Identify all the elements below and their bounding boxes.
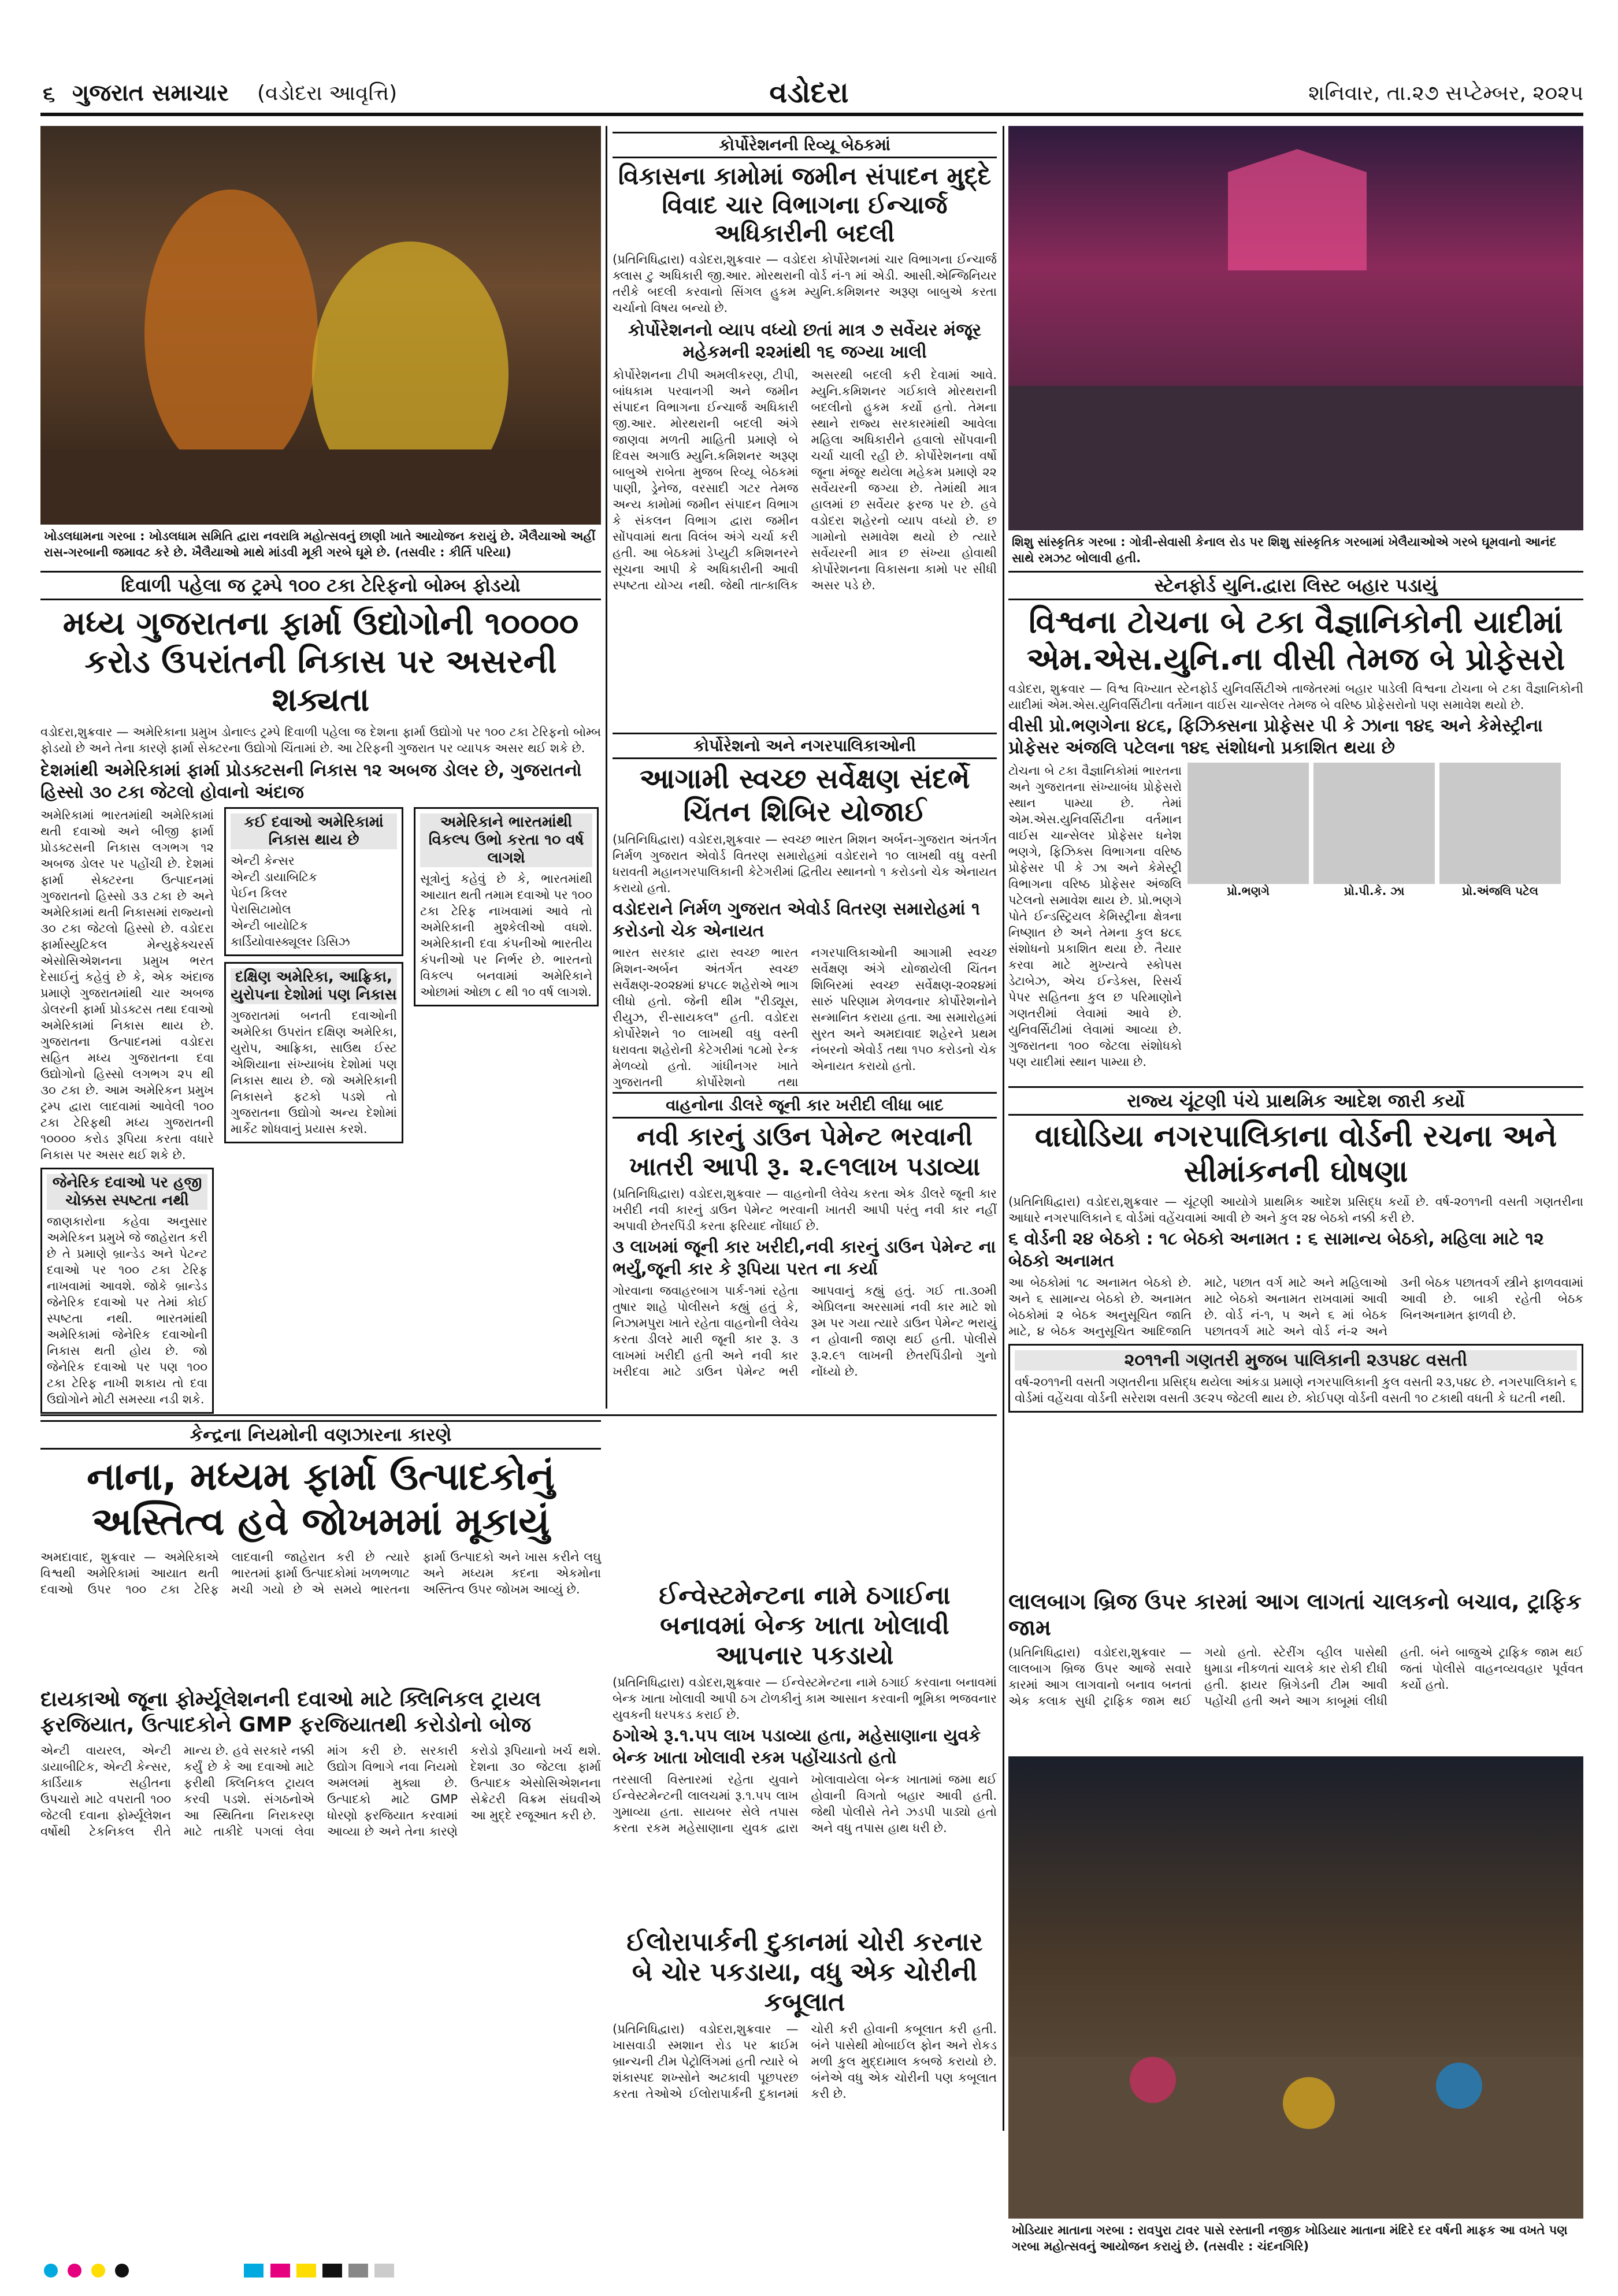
color-bar — [374, 2264, 394, 2278]
alternative-body: સૂત્રોનું કહેવું છે કે, ભારતમાંથી આયાત થતી તમામ દવાઓ પર ૧૦૦ ટકા ટેરિફ નાખવામાં આવે તો અમેરિકાની મુશ્કેલીઓ વધશે. અમેરિકાની દવા કંપનીઓ ભારતીય કંપનીઓ પર નિર્ભર છે. ભારતનો વિકલ્પ બનવામાં અમેરિકાને ઓછામાં ઓછા ૮ થી ૧૦ વર્ષ લાગશે. — [420, 872, 592, 1000]
color-bar — [270, 2264, 290, 2278]
story-bank-accounts — [613, 1577, 997, 1901]
story-body: ગોરવાના જવાહરબાગ પાર્ક-૧માં રહેતા તુષાર શાહે પોલીસને કહ્યું હતું કે, નિઝામપુરા ખાતે રહેતા વાહનોની લેવેચ કરતા ડીલરે મારી જૂની કાર રૂ. ૩ લાખમાં ખરીદી હતી અને નવી કાર ખરીદવા માટે ડાઉન પેમેન્ટ ભરી આપવાનું કહ્યું હતું. ગઈ તા.૩૦મી એપ્રિલના અરસામાં નવી કાર માટે શો રૂમ પર ગયા ત્યારે ડાઉન પેમેન્ટ ભરાયું ન હોવાની જાણ થઈ હતી. પોલીસે રૂ.૨.૯૧ લાખની છેતરપિંડીનો ગુનો નોંધ્યો છે. — [613, 1283, 997, 1379]
story-kicker: સ્ટેનફોર્ડ યુનિ.દ્વારા લિસ્ટ બહાર પડાયું — [1008, 571, 1583, 600]
print-registration-footer — [40, 2264, 1583, 2287]
edition-label: (વડોદરા આવૃત્તિ) — [257, 81, 398, 105]
paper-name: ગુજરાત સમાચાર — [72, 80, 229, 106]
story-headline: ઈલોરાપાર્કની દુકાનમાં ચોરી કરનાર બે ચોર પકડાયા, વધુ એક ચોરીની કબૂલાત — [626, 1927, 983, 2017]
photo-credit: (તસવીર : કીર્તિ પરિયા) — [395, 545, 511, 559]
photo-credit: (તસવીર : ચંદનગિરિ) — [1203, 2239, 1309, 2253]
story-stanford-list — [1008, 571, 1583, 1079]
column-rule — [1003, 126, 1004, 2131]
registration-dot-magenta — [68, 2264, 81, 2278]
generic-box-title: જેનેરિક દવાઓ પર હજી ચોક્કસ સ્પષ્ટતા નથી — [47, 1174, 207, 1210]
city-title: વડોદરા — [769, 76, 849, 109]
prof-name: પ્રો.ભણગે — [1227, 884, 1270, 898]
masthead-rule — [40, 113, 1583, 116]
story-waghodia — [1008, 1086, 1583, 1583]
garba-photo-khodaldham — [40, 126, 601, 525]
export-list-item: પેરાસિટામોલ — [231, 902, 291, 917]
story-intro: (પ્રતિનિધિદ્વારા) વડોદરા,શુક્રવાર — વાહનોની લેવેચ કરતા એક ડીલરે જૂની કાર ખરીદી નવી કારનું ડાઉન પેમેન્ટ ભરવાની ખાતરી આપી પરંતુ નવી કાર નહીં અપાવી છેતરપિંડી કરતા ફરિયાદ નોંધાઈ છે. — [613, 1186, 997, 1233]
export-list-box — [224, 807, 403, 956]
story-subhead: ૩ લાખમાં જૂની કાર ખરીદી,નવી કારનું ડાઉન પેમેન્ટ ના ભર્યું,જૂની કાર કે રૂપિયા પરત ના કર્યા — [613, 1236, 996, 1279]
story-headline: નવી કારનું ડાઉન પેમેન્ટ ભરવાની ખાતરી આપી રૂ. ૨.૯૧લાખ પડાવ્યા — [629, 1122, 981, 1182]
photo-caption-bottom — [1008, 2220, 1583, 2256]
story-body: (પ્રતિનિધિદ્વારા) વડોદરા,શુક્રવાર — લાલબાગ બ્રિજ ઉપર આજે સવારે કારમાં આગ લાગવાનો બનાવ બનતાં એક કલાક સુધી ટ્રાફિક જામ થઈ ગયો હતો. સ્ટેરીંગ વ્હીલ પાસેથી ધુમાડા નીકળતાં ચાલકે કાર રોકી દીધી હતી. ફાયર બ્રિગેડની ટીમ આવી પહોંચી હતી અને આગ કાબૂમાં લીધી હતી. બંને બાજુએ ટ્રાફિક જામ થઈ જતાં પોલીસે વાહનવ્યવહાર પૂર્વવત કર્યો હતો. — [1008, 1645, 1583, 1708]
story-kicker: રાજ્ય ચૂંટણી પંચે પ્રાથમિક આદેશ જારી કર્યો — [1008, 1086, 1583, 1116]
story-ellora-theft — [613, 1924, 997, 2253]
story-subhead: દેશમાંથી અમેરિકામાં ફાર્મા પ્રોડક્ટસની નિકાસ ૧૨ અબજ ડોલર છે, ગુજરાતનો હિસ્સો ૩૦ ટકા જેટલો હોવાનો અંદાજ — [40, 760, 582, 803]
story-body: કોર્પોરેશનના ટીપી અમલીકરણ, ટીપી, બાંધકામ પરવાનગી અને જમીન સંપાદન વિભાગના ઈન્ચાર્જ અધિકારી જી.આર. મોરથરાની બદલી અંગે જાણવા મળતી માહિતી પ્રમાણે બે દિવસ અગાઉ મ્યુનિ.કમિશનર અરૂણ બાબુએ રાબેતા મુજબ રિવ્યૂ બેઠકમાં પાણી, ડ્રેનેજ, વરસાદી ગટર તેમજ અન્ય કામોમાં જમીન સંપાદન વિભાગ કે સંકલન વિભાગ દ્વારા જમીન સોંપવામાં થતા વિલંબ અંગે ચર્ચા કરી હતી. આ બેઠકમાં ડેપ્યુટી કમિશનરને સૂચના આપી કે અધિકારીની આવી સ્પષ્ટતા યોગ્ય નથી. જેથી તાત્કાલિક અસરથી બદલી કરી દેવામાં આવે. મ્યુનિ.કમિશનર ગઈકાલે મોરથરાની બદલીનો હુકમ કર્યો હતો. તેમના સ્થાને રાજ્ય સરકારમાંથી આવેલા મહિલા અધિકારીને હવાલો સોંપવાની ચર્ચા ચાલી રહી છે. કોર્પોરેશનના વર્ષો જૂના મંજૂર થયેલા મહેકમ પ્રમાણે ૨૨ સર્વેયરની જગ્યા છે. તેમાંથી માત્ર હાલમાં છ સર્વેયર ફરજ પર છે. હવે વડોદરા શહેરનો વ્યાપ વધ્યો છે. છ ગામોનો સમાવેશ થયો છે ત્યારે સર્વેયરની માત્ર છ સંખ્યા હોવાથી કોર્પોરેશનના વિકાસના કામો પર સીધી અસર પડે છે. — [613, 367, 997, 592]
alternative-box — [414, 807, 599, 1006]
story-swachh-sarvekshan — [613, 733, 997, 1090]
south-america-title: દક્ષિણ અમેરિકા, આફ્રિકા, યુરોપના દેશોમાં પણ નિકાસ — [231, 968, 397, 1004]
registration-dot-black — [115, 2264, 129, 2278]
photo-caption-left — [40, 526, 601, 562]
story-car-fraud — [613, 1092, 997, 1416]
story-headline: વિકાસના કામોમાં જમીન સંપાદન મુદ્દે વિવાદ ચાર વિભાગના ઈન્ચાર્જ અધિકારીની બદલી — [618, 162, 992, 248]
color-bar — [296, 2264, 316, 2278]
story-subhead: દાયકાઓ જૂના ફોર્મ્યૂલેશનની દવાઓ માટે ક્લિનિકલ ટ્રાયલ ફરજિયાત, ઉત્પાદકોને GMP ફરજિયાતથી કરોડોનો બોજ — [40, 1688, 541, 1737]
story-headline: લાલબાગ બ્રિજ ઉપર કારમાં આગ લાગતાં ચાલકનો બચાવ, ટ્રાફિક જામ — [1008, 1589, 1582, 1640]
story-headline: નાના, મધ્યમ ફાર્મા ઉત્પાદકોનું અસ્તિત્વ હવે જોખમમાં મૂકાયું — [87, 1454, 555, 1544]
story-body: ટોચના બે ટકા વૈજ્ઞાનિકોમાં ભારતના અને ગુજરાતના સંખ્યાબંધ પ્રોફેસરો સ્થાન પામ્યા છે. તેમાં એમ.એસ.યુનિવર્સિટીના વર્તમાન વાઈસ ચાન્સેલર પ્રોફેસર ધનેશ ભણગે, ફિઝિક્સ વિભાગના વરિષ્ઠ પ્રોફેસર પી કે ઝા અને કેમેસ્ટ્રી વિભાગના વરિષ્ઠ પ્રોફેસર અંજલિ પટેલનો સમાવેશ થાય છે. પ્રો.ભણગે પોતે ઈન્ડસ્ટ્રિયલ કેમિસ્ટ્રીના ક્ષેત્રના નિષ્ણાત છે અને તેમના કુલ ૪૮૬ સંશોધનો પ્રકાશિત થયા છે. તૈયાર કરવા માટે મુખ્યત્વે સ્કોપસ ડેટાબેઝ, એચ ઈન્ડેક્સ, રિસર્ચ પેપર સહિતના કુલ છ પરિમાણોને ગણતરીમાં લેવામાં આવે છે. યુનિવર્સિટીમાં લેવામાં આવ્યા છે. ગુજરાતના ૧૦૦ જેટલા સંશોધકો પણ યાદીમાં સ્થાન પામ્યા છે. — [1008, 764, 1182, 1069]
story-kicker: દિવાળી પહેલા જ ટ્રમ્પે ૧૦૦ ટકા ટેરિફનો બોમ્બ ફોડયો — [40, 571, 601, 600]
story-kicker: કોર્પોરેશનો અને નગરપાલિકાઓની — [613, 733, 997, 759]
story-intro: (પ્રતિનિધિદ્વારા) વડોદરા,શુક્રવાર — ઈન્વેસ્ટમેન્ટના નામે ઠગાઈ કરવાના બનાવમાં બેન્ક ખાતા ખોલાવી આપી ઠગ ટોળકીનું કામ આસાન કરવાની ભૂમિકા ભજવનાર યુવકની ધરપકડ કરાઈ છે. — [613, 1675, 997, 1722]
story-body: તરસાલી વિસ્તારમાં રહેતા યુવાને ઈન્વેસ્ટમેન્ટની લાલચમાં રૂ.૧.૫૫ લાખ ગુમાવ્યા હતા. સાયબર સેલે તપાસ કરતા રકમ મહેસાણાના યુવક દ્વારા ખોલાવાયેલા બેન્ક ખાતામાં જમા થઈ હોવાની વિગતો બહાર આવી હતી. જેથી પોલીસે તેને ઝડપી પાડ્યો હતો અને વધુ તપાસ હાથ ધરી છે. — [613, 1772, 997, 1835]
story-intro: (પ્રતિનિધિદ્વારા) વડોદરા,શુક્રવાર — ચૂંટણી આયોગે પ્રાથમિક આદેશ પ્રસિદ્ધ કર્યો છે. વર્ષ-૨૦૧૧ની વસતી ગણતરીના આધારે નગરપાલિકાને ૬ વોર્ડમાં વહેંચવામાં આવી છે અને કુલ ૨૪ બેઠકો નક્કી કરી છે. — [1008, 1194, 1583, 1225]
story-headline: વાઘોડિયા નગરપાલિકાના વોર્ડની રચના અને સીમાંકનની ઘોષણા — [1034, 1119, 1557, 1190]
story-lalbaug-fire — [1008, 1589, 1583, 1751]
page-number: ૬ — [43, 81, 55, 106]
story-kicker: વાહનોના ડીલરે જૂની કાર ખરીદી લીધા બાદ — [613, 1092, 997, 1119]
story-headline: ઈન્વેસ્ટમેન્ટના નામે ઠગાઈના બનાવમાં બેન્ક ખાતા ખોલાવી આપનાર પકડાયો — [659, 1581, 951, 1670]
story-body: (પ્રતિનિધિદ્વારા) વડોદરા,શુક્રવાર — ખાસવાડી સ્મશાન રોડ પર ક્રાઈમ બ્રાન્ચની ટીમ પેટ્રોલિંગમાં હતી ત્યારે બે શંકાસ્પદ શખ્સોને અટકાવી પૂછપરછ કરતા તેઓએ ઈલોરાપાર્કની દુકાનમાં ચોરી કરી હોવાની કબૂલાત કરી હતી. બંને પાસેથી મોબાઈલ ફોન અને રોકડ મળી કુલ મુદ્દામાલ કબજે કરાયો છે. બંનેએ વધુ એક ચોરીની પણ કબૂલાત કરી છે. — [613, 2022, 997, 2101]
story-intro: (પ્રતિનિધિદ્વારા) વડોદરા,શુક્રવાર — વડોદરા કોર્પોરેશનમાં ચાર વિભાગના ઈન્ચાર્જ ક્લાસ ટુ અધિકારી જી.આર. મોરથરાની વોર્ડ નં-૧ માં એડી. આસી.એન્જિનિયર તરીકે બદલી કરવાનો સિંગલ હુકમ મ્યુનિ.કમિશનર અરૂણ બાબુએ કરતા ચર્ચાનો વિષય બન્યો છે. — [613, 252, 997, 315]
story-subhead: ઠગોએ રૂ.૧.૫૫ લાખ પડાવ્યા હતા, મહેસાણાના યુવકે બેન્ક ખાતા ખોલાવી રકમ પહોંચાડતો હતો — [613, 1725, 981, 1768]
garba-illustration — [1008, 1756, 1583, 2219]
story-intro: વડોદરા, શુક્રવાર — વિશ્વ વિખ્યાત સ્ટેનફોર્ડ યુનિવર્સિટીએ તાજેતરમાં બહાર પાડેલી વિશ્વના ટોચના બે ટકા વૈજ્ઞાનિકોની યાદીમાં એમ.એસ.યુનિવર્સિટીના વર્તમાન વાઈસ ચાન્સેલર તેમજ બે વરિષ્ઠ પ્રોફેસરોનો પણ સમાવેશ થયો છે. — [1008, 682, 1583, 712]
south-america-body: ગુજરાતમાં બનતી દવાઓની અમેરિકા ઉપરાંત દક્ષિણ અમેરિકા, યુરોપ, આફ્રિકા, સાઉથ ઈસ્ટ એશિયાના સંખ્યાબંધ દેશોમાં પણ નિકાસ થાય છે. જો અમેરિકાની નિકાસને ફટકો પડશે તો ગુજરાતના ઉદ્યોગો અન્ય દેશોમાં માર્કેટ શોધવાનું પ્રયાસ કરશે. — [231, 1009, 397, 1136]
story-corp-review — [613, 132, 997, 727]
story-headline: મધ્ય ગુજરાતના ફાર્મા ઉદ્યોગોની ૧૦૦૦૦ કરોડ ઉપરાંતની નિકાસ પર અસરની શક્યતા — [62, 605, 579, 719]
export-list-item: એન્ટી બાયોટિક — [231, 919, 308, 933]
registration-dot-yellow — [91, 2264, 105, 2278]
color-bar — [322, 2264, 342, 2278]
story-subhead: કોર્પોરેશનનો વ્યાપ વધ્યો છતાં માત્ર ૭ સર્વેયર મંજૂર મહેકમની ૨૨માંથી ૧૬ જગ્યા ખાલી — [628, 319, 982, 362]
census-box — [1008, 1344, 1583, 1413]
south-america-box — [224, 962, 403, 1143]
story-body: અમેરિકામાં ભારતમાંથી અમેરિકામાં થતી દવાઓ અને બીજી ફાર્મા પ્રોડક્ટસની નિકાસ લગભગ ૧૨ અબજ ડોલર પર પહોંચી છે. દેશમાં ફાર્મા સેક્ટરના ઉત્પાદનમાં ગુજરાતનો હિસ્સો ૩૩ ટકા છે અને અમેરિકામાં થતી નિકાસમાં રાજ્યનો ૩૦ ટકા જેટલો હિસ્સો છે. વડોદરા ફાર્માસ્યુટિકલ મેન્યુફેક્ચરર્સ એસોસિએશનના પ્રમુખ ભરત દેસાઈનું કહેવું છે કે, એક અંદાજ પ્રમાણે ગુજરાતમાંથી ચાર અબજ ડોલરની ફાર્મા પ્રોડક્ટસ તથા દવાઓ અમેરિકામાં નિકાસ થાય છે. ગુજરાતના ઉત્પાદનમાં વડોદરા સહિત મધ્ય ગુજરાતના દવા ઉદ્યોગોનો હિસ્સો લગભગ ૨૫ થી ૩૦ ટકા છે. આમ અમેરિકન પ્રમુખ ટ્રમ્પ દ્વારા લાદવામાં આવેલી ૧૦૦ ટકા ટેરિફથી મધ્ય ગુજરાતની ૧૦૦૦૦ કરોડ રૂપિયા કરતા વધારે નિકાસ પર અસર થઈ શકે છે. — [40, 808, 214, 1162]
story-intro: (પ્રતિનિધિદ્વારા) વડોદરા,શુક્રવાર — સ્વચ્છ ભારત મિશન અર્બન-ગુજરાત અંતર્ગત નિર્મળ ગુજરાત એવોર્ડ વિતરણ સમારોહમાં વડોદરાને ૧૦ લાખથી વધુ વસ્તી ધરાવતી મહાનગરપાલિકાની કેટેગરીમાં દ્વિતીય સ્થાનનો ૧ કરોડનો ચેક એનાયત કરાયો હતો. — [613, 833, 997, 896]
garba-photo-shishu — [1008, 126, 1583, 530]
story-kicker: કેન્દ્રના નિયમોની વણઝારના કારણે — [40, 1420, 601, 1450]
column-rule — [606, 126, 607, 1409]
color-bar — [348, 2264, 368, 2278]
prof-photo — [1313, 763, 1435, 884]
story-subhead: વીસી પ્રો.ભણગેના ૪૮૬, ફિઝિક્સના પ્રોફેસર પી કે ઝાના ૧૪૬ અને કેમેસ્ટ્રીના પ્રોફેસર અંજલિ પટેલના ૧૪૬ સંશોધનો પ્રકાશિત થયા છે — [1008, 716, 1543, 759]
caption-text: ખોડલધામના ગરબા : ખોડલધામ સમિતિ દ્વારા નવરાત્રિ મહોત્સવનું છાણી ખાતે આયોજન કરાયું છે. ખૈલૈયાઓ અહીં રાસ-ગરબાની જમાવટ કરે છે. ખૈલૈયાઓ માથે માંડવી મૂકી ગરબે ઘૂમે છે. — [44, 529, 596, 559]
story-body: ભારત સરકાર દ્વારા સ્વચ્છ ભારત મિશન-અર્બન અંતર્ગત સ્વચ્છ સર્વેક્ષણ-૨૦૨૪માં ૪૫૮૯ શહેરોએ ભાગ લીધો હતો. જેની થીમ "રીડ્યૂસ, રીયુઝ, રી-સાયકલ" હતી. વડોદરા કોર્પોરેશને ૧૦ લાખથી વધુ વસ્તી ધરાવતા શહેરોની કેટેગરીમાં ૧૮મો રેન્ક મેળવ્યો હતો. ગાંધીનગર ખાતે ગુજરાતની કોર્પોરેશનો તથા નગરપાલિકાઓની આગામી સ્વચ્છ સર્વેક્ષણ અંગે યોજાયેલી ચિંતન શિબિરમાં સ્વચ્છ સર્વેક્ષણ-૨૦૨૪માં સારું પરિણામ મેળવનાર કોર્પોરેશનોને સન્માનિત કરાયા હતા. આ સમારોહમાં સુરત અને અમદાવાદ શહેરને પ્રથમ નંબરનો એવોર્ડ તથા ૧૫૦ કરોડનો ચેક એનાયત કરાયો હતો. — [613, 946, 997, 1090]
export-list-item: એન્ટી કેન્સર — [231, 854, 295, 868]
issue-date: શનિવાર, તા.૨૭ સપ્ટેમ્બર, ૨૦૨૫ — [1308, 81, 1583, 105]
prof-card — [1313, 763, 1435, 1070]
census-body: વર્ષ-૨૦૧૧ની વસતી ગણતરીના પ્રસિદ્ધ થયેલા આંકડા પ્રમાણે નગરપાલિકાની કુલ વસતી ૨૩,૫૪૮ છે. નગરપાલિકાને ૬ વોર્ડમાં વહેંચવા વોર્ડની સરેરાશ વસતી ૩૯૨૫ જેટલી થાય છે. કોઈપણ વોર્ડની વસતી ૧૦ ટકાથી વધતી કે ઘટતી નથી. — [1015, 1374, 1577, 1405]
prof-photo — [1187, 763, 1309, 884]
story-small-pharma-cont — [40, 1687, 601, 2253]
masthead — [0, 0, 1618, 109]
caption-text: ખોડિયાર માતાના ગરબા : રાવપુરા ટાવર પાસે રસ્તાની નજીક ખોડિયાર માતાના મંદિરે દર વર્ષની માફક આ વખતે પણ ગરબા મહોત્સવનું આયોજન કરાયું છે. — [1012, 2223, 1568, 2253]
garba-illustration — [40, 126, 601, 525]
story-pharma-tariff — [40, 571, 601, 1409]
prof-name: પ્રો.અંજલિ પટેલ — [1462, 884, 1538, 898]
registration-dot-cyan — [44, 2264, 58, 2278]
story-body: અમદાવાદ, શુક્રવાર — અમેરિકાએ વિશ્વથી અમેરિકામાં આયાત થતી દવાઓ ઉપર ૧૦૦ ટકા ટેરિફ લાદવાની જાહેરાત કરી છે ત્યારે ભારતમાં ફાર્મા ઉત્પાદકોમાં ખળભળાટ મચી ગયો છે એ સમયે ભારતના ફાર્મા ઉત્પાદકો અને ખાસ કરીને લઘુ અને મધ્યમ કદના એકમોના અસ્તિત્વ ઉપર જોખમ આવ્યું છે. — [40, 1550, 601, 1596]
census-title: ૨૦૧૧ની ગણતરી મુજબ પાલિકાની ૨૩૫૪૮ વસતી — [1015, 1350, 1577, 1370]
prof-card — [1187, 763, 1309, 1070]
story-headline: વિશ્વના ટોચના બે ટકા વૈજ્ઞાનિકોની યાદીમાં એમ.એસ.યુનિ.ના વીસી તેમજ બે પ્રોફેસરો — [1026, 604, 1565, 677]
export-list-title: કઈ દવાઓ અમેરિકામાં નિકાસ થાય છે — [231, 813, 397, 849]
export-list-item: કાર્ડિયોવાસ્ક્યૂલર ડિસિઝ — [231, 935, 350, 949]
story-headline: આગામી સ્વચ્છ સર્વેક્ષણ સંદર્ભે ચિંતન શિબિર યોજાઈ — [639, 763, 970, 828]
export-list-item: પેઈન કિલર — [231, 886, 288, 901]
story-kicker: કોર્પોરેશનની રિવ્યૂ બેઠકમાં — [613, 132, 997, 158]
garba-photo-khodiyar — [1008, 1756, 1583, 2219]
color-bar — [244, 2264, 264, 2278]
prof-card — [1439, 763, 1561, 1070]
export-list-item: એન્ટી ડાયાબિટિક — [231, 870, 317, 885]
prof-name: પ્રો.પી.કે. ઝા — [1344, 884, 1405, 898]
generic-box — [40, 1168, 214, 1414]
story-body: આ બેઠકોમાં ૧૮ અનામત બેઠકો છે. અને ૬ સામાન્ય બેઠકો છે. અનામત બેઠકોમાં ૨ બેઠક અનુસૂચિત જાતિ માટે, ૪ બેઠક અનુસૂચિત આદિજાતિ માટે, પછાત વર્ગ માટે અને મહિલાઓ માટે બેઠકો અનામત રાખવામાં આવી છે. વોર્ડ નં-૧, ૫ અને ૬ માં બેઠક પછાતવર્ગ માટે અને વોર્ડ નં-૨ અને ૩ની બેઠક પછાતવર્ગ સ્ત્રીને ફાળવવામાં આવી છે. બાકી રહેતી બેઠક બિનઅનામત ફાળવી છે. — [1008, 1275, 1583, 1338]
prof-photo — [1439, 763, 1561, 884]
alternative-title: અમેરિકાને ભારતમાંથી વિકલ્પ ઉભો કરતા ૧૦ વર્ષ લાગશે — [420, 813, 592, 867]
garba-illustration — [1008, 126, 1583, 530]
generic-box-body: જાણકારોના કહેવા અનુસાર અમેરિકન પ્રમુખે જે જાહેરાત કરી છે તે પ્રમાણે બ્રાન્ડેડ અને પેટન્ટ દવાઓ પર ૧૦૦ ટકા ટેરિફ નાખવામાં આવશે. જોકે બ્રાન્ડેડ જેનેરિક દવાઓ પર તેમાં કોઈ સ્પષ્ટતા નથી. ભારતમાંથી અમેરિકામાં જેનેરિક દવાઓની નિકાસ થતી હોય છે. જો જેનેરિક દવાઓ પર પણ ૧૦૦ ટકા ટેરિફ નાખી શકાય તો દવા ઉદ્યોગોને મોટી સમસ્યા નડી શકે. — [47, 1214, 207, 1407]
story-body: એન્ટી વાયરલ, એન્ટી ડાયાબીટિક, એન્ટી કેન્સર, કાર્ડિયાક સહીતના ઉપચારો માટે વપરાતી ૧૦૦ જેટલી દવાના ફોર્મ્યૂલેશન વર્ષોથી ટેકનિકલ રીતે માન્ય છે. હવે સરકારે નક્કી કર્યું છે કે આ દવાઓ માટે ફરીથી ક્લિનિકલ ટ્રાયલ કરવી પડશે. સંગઠનોએ આ સ્થિતિના નિરાકરણ માટે તાકીદે પગલાં લેવા માંગ કરી છે. સરકારી ઉદ્યોગ વિભાગે નવા નિયમો અમલમાં મુક્યા છે. ઉત્પાદકો માટે GMP ધોરણો ફરજિયાત કરવામાં આવ્યા છે અને તેના કારણે કરોડો રૂપિયાનો ખર્ચ થશે. દેશના ૩૦ જેટલા ફાર્મા ઉત્પાદક એસોસિએશનના સેક્રેટરી વિક્રમ સંઘવીએ આ મુદ્દે રજૂઆત કરી છે. — [40, 1744, 601, 1838]
photo-caption-right: શિશુ સાંસ્કૃતિક ગરબા : ગોત્રી-સેવાસી કેનાલ રોડ પર શિશુ સાંસ્કૃતિક ગરબામાં ખેલૈયાઓએ ગરબે ઘૂમવાનો આનંદ સાથે રમઝટ બોલાવી હતી. — [1012, 535, 1557, 565]
story-intro: વડોદરા,શુક્રવાર — અમેરિકાના પ્રમુખ ડોનાલ્ડ ટ્રમ્પે દિવાળી પહેલા જ દેશના ફાર્મા ઉદ્યોગો પર ૧૦૦ ટકા ટેરિફનો બોમ્બ ફોડયો છે અને તેના કારણે ફાર્મા સેક્ટરના ઉદ્યોગો ચિંતામાં છે. આ ટેરિફની ગુજરાત પર વ્યાપક અસર થઈ શકે છે. — [40, 725, 601, 756]
story-subhead: ૬ વોર્ડની ૨૪ બેઠકો : ૧૮ બેઠકો અનામત : ૬ સામાન્ય બેઠકો, મહિલા માટે ૧૨ બેઠકો અનામત — [1008, 1228, 1544, 1271]
section-rule — [40, 1414, 997, 1416]
story-subhead: વડોદરાને નિર્મળ ગુજરાત એવોર્ડ વિતરણ સમારોહમાં ૧ કરોડનો ચેક એનાયત — [613, 899, 980, 942]
